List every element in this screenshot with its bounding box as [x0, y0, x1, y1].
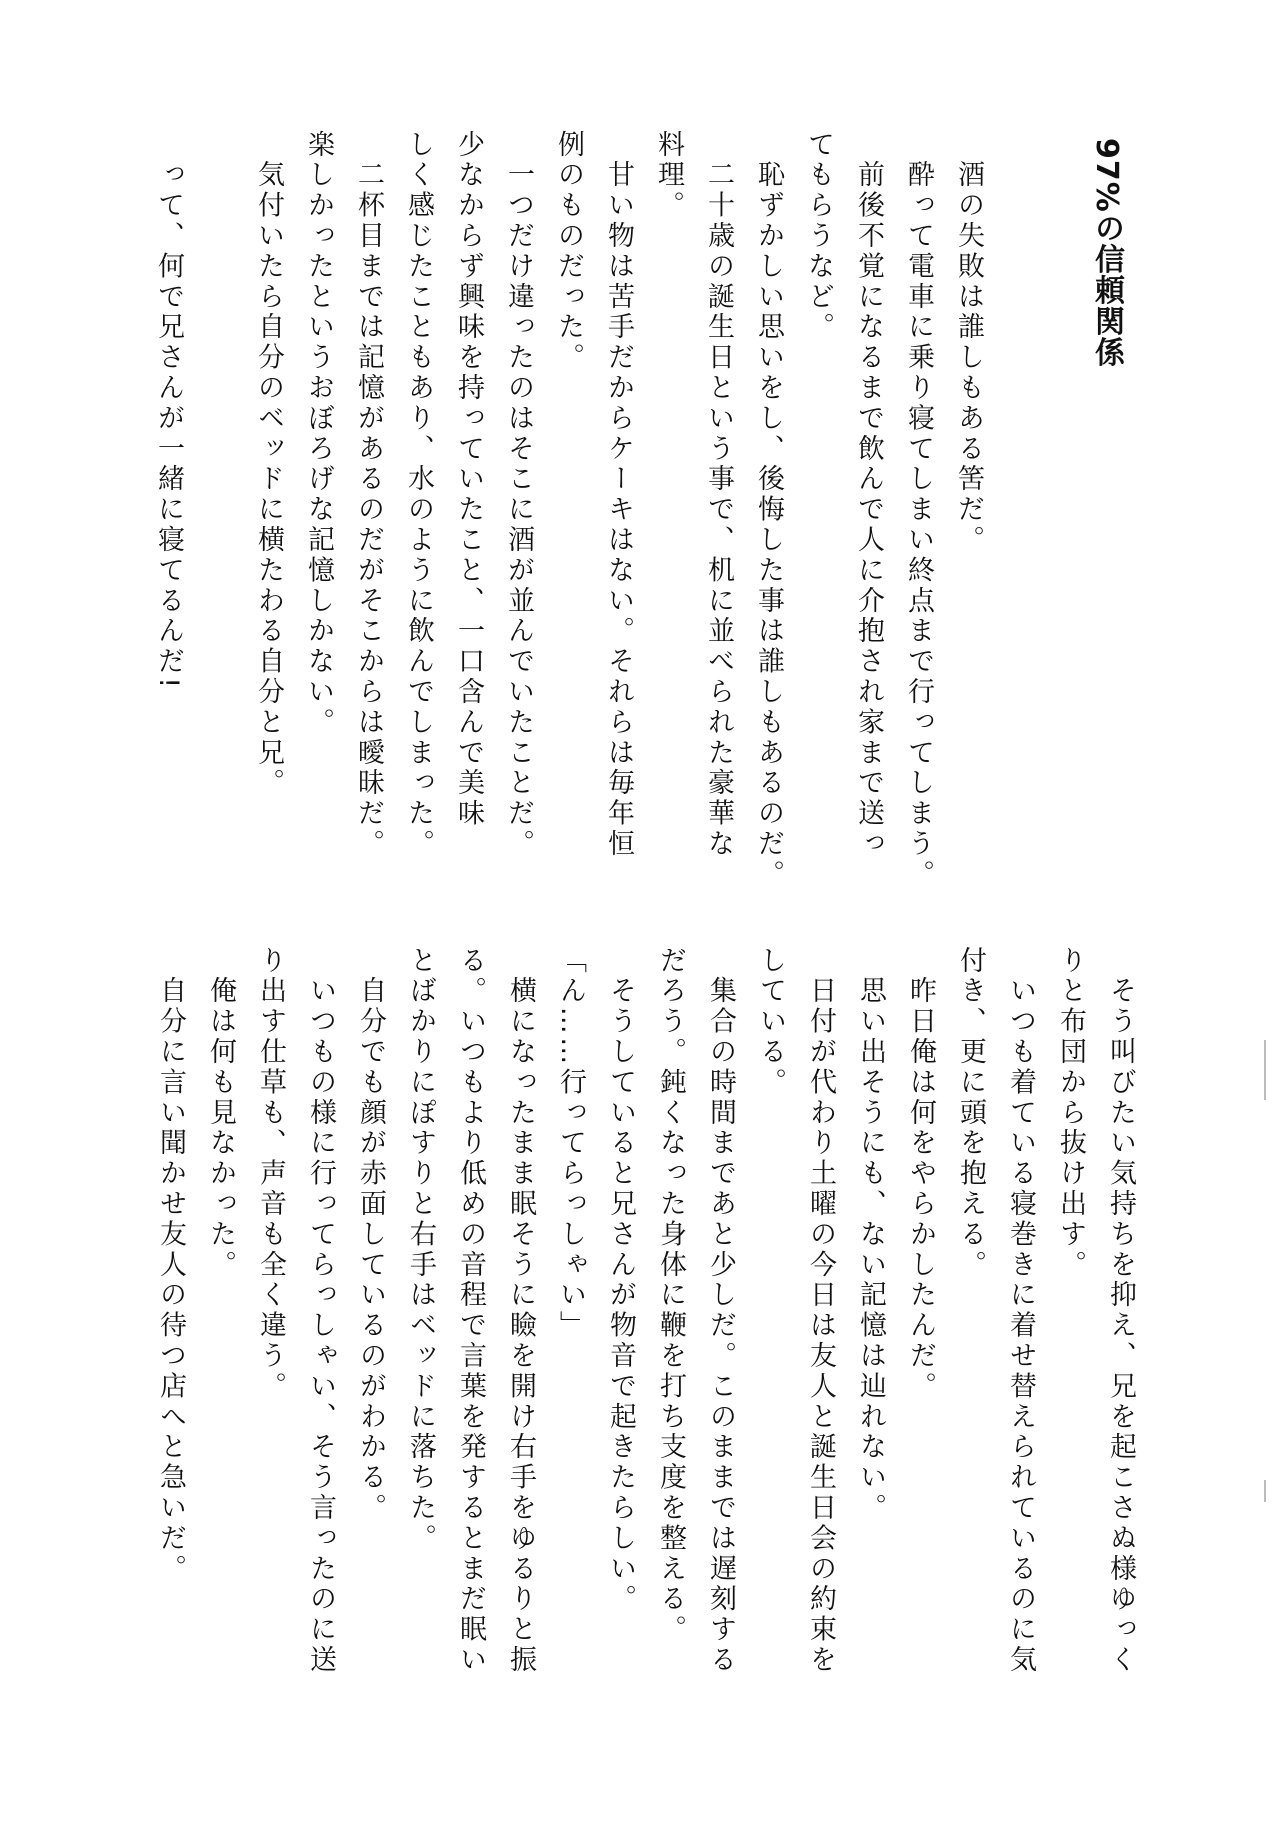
- text-column: りと布団から抜け出す。: [1055, 946, 1086, 1281]
- text-column: 集合の時間まであと少しだ。このままでは遅刻する: [705, 946, 736, 1676]
- text-column: 自分でも顔が赤面しているのがわかる。: [355, 946, 386, 1524]
- text-column: てもらうなど。: [803, 130, 834, 343]
- text-column: とばかりにぽすりと右手はベッドに落ちた。: [405, 946, 436, 1554]
- text-column: 俺は何も見なかった。: [205, 946, 236, 1281]
- scan-artifact: [1264, 1040, 1266, 1100]
- text-column: 酔って電車に乗り寝てしまい終点まで行ってしまう。: [903, 130, 934, 890]
- text-column: 例のものだった。: [553, 130, 584, 374]
- text-column: そうしていると兄さんが物音で起きたらしい。: [605, 946, 636, 1615]
- text-block-bottom: [145, 946, 1145, 1766]
- text-column: 日付が代わり土曜の今日は友人と誕生日会の約束を: [805, 946, 836, 1676]
- text-column: 昨日俺は何をやらかしたんだ。: [905, 946, 936, 1402]
- text-column: しく感じたこともあり、水のように飲んでしまった。: [403, 130, 434, 860]
- text-column: る。いつもより低めの音程で言葉を発するとまだ眠い: [455, 946, 486, 1676]
- text-column: 甘い物は苦手だからケーキはない。それらは毎年恒: [603, 130, 634, 860]
- text-column: 自分に言い聞かせ友人の待つ店へと急いだ。: [155, 946, 186, 1585]
- text-column: 恥ずかしい思いをし、後悔した事は誰しもあるのだ。: [753, 130, 784, 890]
- text-column: 気付いたら自分のベッドに横たわる自分と兄。: [253, 130, 284, 799]
- text-column: って、何で兄さんが一緒に寝てるんだ!: [153, 130, 184, 692]
- text-column: 二杯目までは記憶があるのだがそこからは曖昧だ。: [353, 130, 384, 860]
- page-title: 97%の信頼関係: [1089, 138, 1124, 368]
- text-column: 「ん……行ってらっしゃい」: [555, 946, 586, 1342]
- text-column: 少なからず興味を持っていたこと、一口含んで美味: [453, 130, 484, 830]
- text-column: だろう。鈍くなった身体に鞭を打ち支度を整える。: [655, 946, 686, 1646]
- text-column: そう叫びたい気持ちを抑え、兄を起こさぬ様ゆっく: [1105, 946, 1136, 1676]
- text-column: 楽しかったというおぼろげな記憶しかない。: [303, 130, 334, 738]
- text-column: している。: [755, 946, 786, 1098]
- text-column: 料理。: [653, 130, 684, 222]
- text-column: 酒の失敗は誰しもある筈だ。: [953, 130, 984, 556]
- text-column: いつも着ている寝巻きに着せ替えられているのに気: [1005, 946, 1036, 1676]
- text-column: 二十歳の誕生日という事で、机に並べられた豪華な: [703, 130, 734, 860]
- text-column: いつもの様に行ってらっしゃい、そう言ったのに送: [305, 946, 336, 1676]
- text-column: [193, 130, 243, 890]
- scan-artifact: [1264, 1480, 1266, 1502]
- text-column: 横になったまま眠そうに瞼を開け右手をゆるりと振: [505, 946, 536, 1676]
- text-column: 一つだけ違ったのはそこに酒が並んでいたことだ。: [503, 130, 534, 860]
- text-column: 前後不覚になるまで飲んで人に介抱され家まで送っ: [853, 130, 884, 860]
- text-column: り出す仕草も、声音も全く違う。: [255, 946, 286, 1402]
- text-column: 付き、更に頭を抱える。: [955, 946, 986, 1281]
- text-column: 思い出そうにも、ない記憶は辿れない。: [855, 946, 886, 1524]
- text-block-top: [143, 130, 993, 890]
